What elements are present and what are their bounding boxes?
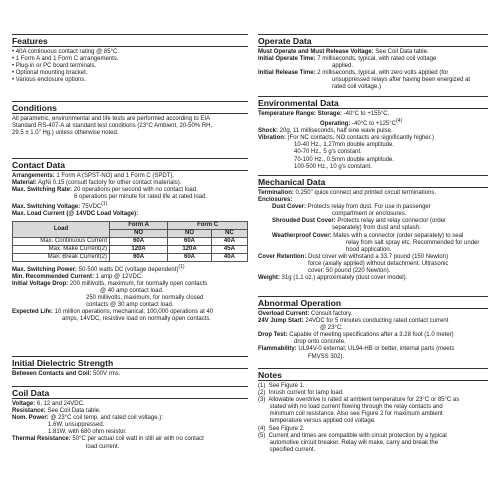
table-cell: 60A [110, 237, 168, 245]
features-item: • Plug-in or PC board terminals. [12, 63, 97, 70]
switching-rate-value-2: 6 operations per minute for rated life at rated load. [74, 194, 208, 201]
table-header-nc: NC [211, 229, 247, 237]
table-cell: 45A [211, 245, 247, 253]
switching-rate-key: Max. Switching Rate: [12, 187, 73, 194]
conditions-line: All parametric, environmental and life tests are performed according to EIA [12, 116, 211, 122]
mechanical-data-section [258, 175, 488, 282]
coil-data-title: Coil Data [12, 386, 248, 399]
features-item: • Optional mounting bracket. [12, 70, 88, 77]
switching-voltage-key: Max. Switching Voltage: [12, 204, 81, 211]
dielectric-key: Between Contacts and Coil: [12, 371, 92, 377]
mechanical-data-title: Mechanical Data [258, 175, 488, 188]
conditions-title: Conditions [12, 101, 248, 114]
nom-power-key: Nom. Power: [12, 415, 49, 422]
flammability-value: UL94V-0 external; UL94-HB or better, internal parts (meets [296, 346, 455, 353]
coil-data-section [12, 386, 248, 451]
note-line: (2) Inrush current for lamp load. [258, 390, 344, 397]
note-line: (4) See Figure 2. [258, 425, 305, 432]
weatherproof-cover-value: Mates with a connector (order separately) to seal [331, 232, 464, 239]
shrouded-cover-value: Protects relay and relay connector (order [335, 218, 447, 225]
shrouded-cover-value-2: separately) from dust and splash. [332, 225, 421, 232]
note-line: stated with no load current flowing through the relay contacts and [258, 404, 443, 411]
shock-value: 20g, 11 milliseconds, half sine wave pulse. [278, 128, 393, 135]
release-time-value-3: rated coil voltage.) [332, 84, 382, 91]
nom-power-value-3: 1.81W, with 680 ohm resistor. [48, 429, 127, 436]
cover-retention-value-2: force (axially applied) without detachment. Ultrasonic [308, 260, 449, 267]
conditions-line: 29.5 ± 1.0" Hg.) unless otherwise noted. [12, 130, 119, 137]
abnormal-operation-title: Abnormal Operation [258, 296, 488, 309]
load-current-table [12, 221, 248, 262]
dust-cover-value: Protects relay from dust. For use in passenger [306, 204, 431, 211]
vibration-line: 40-70 Hz., 5 g's constant. [294, 149, 362, 156]
operating-key: Operating: [320, 121, 351, 128]
expected-life-key: Expected Life: [12, 309, 54, 316]
table-row [13, 245, 248, 253]
operate-time-key: Initial Operate Time: [258, 56, 316, 63]
operate-time-value: 7 milliseconds, typical, with rated coil voltage [315, 56, 437, 63]
table-cell: 40A [211, 237, 247, 245]
min-current-value: 1 amp @ 12VDC. [94, 273, 143, 280]
weatherproof-cover-value-2: relay from salt spray etc. Recommended for under [346, 239, 480, 246]
thermal-resistance-key: Thermal Resistance: [12, 436, 71, 443]
table-cell-label: Max. Make Current(2) [13, 245, 110, 253]
table-cell: 60A [168, 237, 212, 245]
max-load-current-heading: Max. Load Current (@ 14VDC Load Voltage): [12, 211, 139, 218]
table-cell: 120A [110, 245, 168, 253]
vibration-line: 100-500 Hz., 10 g's constant. [294, 163, 372, 170]
drop-test-key: Drop Test: [258, 332, 288, 339]
material-key: Material: [12, 180, 37, 187]
note-line: temperature versus applied coil voltage. [258, 418, 376, 425]
table-cell: 60A [168, 253, 212, 261]
note-line: automotive circuit breaker. Relay will make, carry and break the [258, 439, 439, 446]
must-operate-key: Must Operate and Must Release Voltage: [258, 49, 374, 55]
expected-life-value-2: amps, 14VDC, resistive load on normally open contacts. [62, 316, 212, 323]
coil-resistance-value: See Coil Data table. [45, 408, 101, 415]
dielectric-value: 500V rms. [91, 371, 121, 377]
shock-key: Shock: [258, 128, 279, 135]
flammability-key: Flammability: [258, 346, 297, 353]
vibration-key: Vibration: [258, 135, 286, 142]
flammability-value-2: FMVSS 302). [308, 353, 345, 360]
table-cell: 40A [211, 253, 247, 261]
switching-power-value: 50-500 watts DC (voltage dependent) [77, 266, 179, 273]
drop-test-value: Capable of meeting specifications after a 3.28 foot (1.0 meter) [287, 332, 454, 339]
notes-title: Notes [258, 368, 488, 381]
contact-data-section [12, 158, 248, 323]
operating-note: (4) [396, 118, 403, 125]
note-line: specified current. [258, 446, 316, 453]
weight-value: 31g (1.1 oz.) approximately (dust cover model). [279, 275, 408, 282]
note-line: (3) Allowable overdrive is rated at ambient temperature for 23°C or 85°C as [258, 397, 460, 404]
environmental-data-title: Environmental Data [258, 96, 488, 109]
overload-key: Overload Current: [258, 311, 310, 317]
vibration-line: 70-100 Hz., 0.5mm double amplitude. [294, 156, 395, 163]
coil-voltage-key: Voltage: [12, 401, 36, 407]
arrangements-key: Arrangements: [12, 173, 55, 179]
abnormal-operation-section [258, 296, 488, 361]
shrouded-cover-key: Shrouded Dust Cover: [272, 218, 336, 225]
table-cell: 120A [168, 245, 212, 253]
note-line: (1) See Figure 1. [258, 383, 305, 389]
table-header-no-a: NO [110, 229, 168, 237]
weatherproof-cover-value-3: hood application. [346, 246, 392, 253]
termination-value: 0.250" quick connect and printed circuit terminations. [293, 190, 437, 196]
expected-life-value: 10 million operations, mechanical; 100,000 operations at 40 [53, 309, 214, 316]
arrangements-value: 1 Form A (SPST-NO) and 1 Form C (SPDT). [54, 173, 175, 179]
table-cell-label: Max. Break Current(2) [13, 253, 110, 261]
switching-rate-value: 20 operations per second with no contact load. [72, 187, 198, 194]
features-item: • 40A continuous contact rating @ 85°C. [12, 49, 119, 55]
release-time-value-2: unsuppressed relays after having been energized at [332, 77, 471, 84]
cover-retention-key: Cover Retention: [258, 253, 307, 260]
release-time-key: Initial Release Time: [258, 70, 316, 77]
table-cell-label: Max. Continuous Current [13, 237, 110, 245]
operate-data-section [258, 34, 488, 92]
features-title: Features [12, 34, 248, 47]
temperature-range-value: -40°C to +155°C. [341, 111, 390, 117]
operate-data-title: Operate Data [258, 34, 488, 47]
temperature-range-key: Temperature Range: Storage: [258, 111, 342, 117]
min-current-key: Min. Recommended Current: [12, 273, 95, 280]
weight-key: Weight: [258, 275, 280, 282]
table-row [13, 237, 248, 245]
table-cell: 60A [110, 253, 168, 261]
weatherproof-cover-key: Weatherproof Cover: [272, 232, 332, 239]
coil-voltage-value: 6, 12 and 24VDC. [35, 401, 85, 407]
jump-start-value: 24VDC for 5 minutes conducting rated contact current [303, 318, 449, 325]
table-row [13, 253, 248, 261]
thermal-resistance-value: 50°C per actual coil watt in still air with no contact [70, 436, 204, 443]
note-line: minimum coil resistance. Also see Figure 2 for maximum ambient [258, 411, 443, 418]
voltage-drop-key: Initial Voltage Drop: [12, 280, 69, 287]
termination-key: Termination: [258, 190, 294, 196]
jump-start-value-2: @ 23°C. [320, 325, 343, 332]
environmental-data-section [258, 96, 488, 171]
note-line: (5) Current and times are compatible with circuit protection by a typical [258, 432, 447, 439]
conditions-section [12, 101, 248, 137]
voltage-drop-value-4: contacts @ 30 amp contact load. [86, 302, 174, 309]
enclosures-key: Enclosures: [258, 197, 293, 204]
features-item: • Various enclosure options. [12, 77, 87, 84]
table-header-load: Load [13, 221, 110, 237]
dust-cover-key: Dust Cover: [272, 204, 307, 211]
features-item: • 1 Form A and 1 Form C arrangements. [12, 56, 119, 63]
switching-power-note: (1) [178, 263, 185, 270]
voltage-drop-value: 200 millivolts, maximum, for normally open contacts [68, 280, 208, 287]
operate-time-value-2: applied. [332, 63, 354, 70]
table-header-no: NO [168, 229, 212, 237]
notes-section [258, 368, 488, 454]
conditions-line: Standard RS-407-A at standard test conditions (23°C Ambient, 20-50% RH, [12, 123, 213, 130]
release-time-value: 2 milliseconds, typical, with zero volts applied (for [315, 70, 449, 77]
nom-power-value-2: 1.6W, unsuppressed. [48, 422, 105, 429]
thermal-resistance-value-2: load current. [86, 443, 120, 450]
cover-retention-value: Dust cover will withstand a 33.7 pound (150 Newton) [306, 253, 449, 260]
switching-power-key: Max. Switching Power: [12, 266, 78, 273]
table-header-form-c: Form C [168, 221, 248, 229]
operating-value: -40°C to +125°C [350, 121, 396, 128]
coil-resistance-key: Resistance: [12, 408, 46, 415]
drop-test-value-2: drop onto concrete. [294, 339, 346, 346]
cover-retention-value-3: cover: 50 pound (220 Newton). [308, 268, 391, 275]
switching-voltage-value: 75VDC [80, 204, 102, 211]
table-header-form-a: Form A [110, 221, 168, 229]
must-operate-value: See Coil Data table. [373, 49, 429, 55]
jump-start-key: 24V Jump Start: [258, 318, 304, 325]
contact-data-title: Contact Data [12, 158, 248, 171]
dielectric-section [12, 356, 248, 378]
vibration-line: 10-40 Hz., 1.27mm double amplitude. [294, 142, 395, 149]
dust-cover-value-2: compartment or enclosures. [332, 211, 407, 218]
nom-power-value: @ 23°C coil temp. and rated coil voltage.): [48, 415, 163, 422]
material-value: AgNi 0.15 (consult factory for other contact materials). [36, 180, 182, 187]
voltage-drop-value-2: @ 40 amp contact load. [100, 287, 164, 294]
voltage-drop-value-3: 250 millivolts, maximum, for normally closed [86, 294, 204, 301]
features-section [12, 34, 248, 84]
switching-voltage-note: (1) [101, 201, 108, 208]
dielectric-title: Initial Dielectric Strength [12, 356, 248, 369]
vibration-value: (For NC contacts, NO contacts are significantly higher.) [285, 135, 434, 142]
overload-value: Consult factory. [309, 311, 353, 317]
